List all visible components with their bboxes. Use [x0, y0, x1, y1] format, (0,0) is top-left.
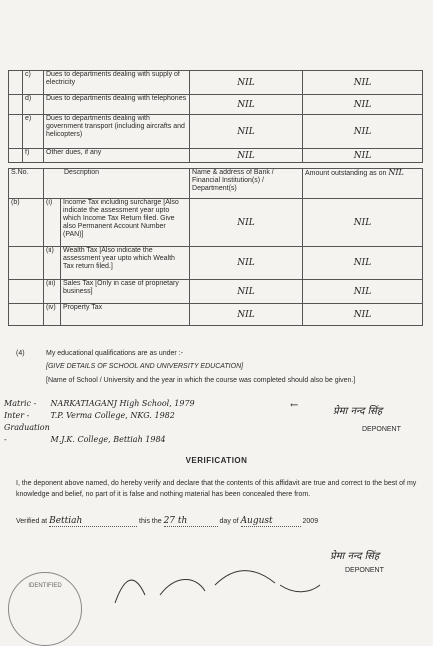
tax-row-income: [9, 199, 423, 247]
verification-signature: प्रेमा नन्द सिंह: [330, 551, 380, 562]
dues-row-e: [9, 115, 423, 149]
verified-month: August: [241, 517, 301, 527]
tax-value: NIL: [303, 280, 423, 304]
tax-row-wealth: [9, 247, 423, 280]
education-deponent: DEPONENT: [362, 426, 401, 433]
header-amount-handwritten: NIL: [388, 168, 404, 177]
dues-desc: Dues to departments dealing with supply of electricity: [44, 71, 190, 95]
verification-heading: VERIFICATION: [185, 456, 248, 465]
education-entries: [4, 398, 244, 446]
dues-row-c: [9, 71, 423, 95]
header-bank: Name & address of Bank / Financial Institution(s) / Department(s): [190, 169, 303, 199]
education-entry: [4, 398, 244, 410]
dues-value: NIL: [190, 95, 303, 115]
tax-value: NIL: [303, 304, 423, 326]
tax-value: NIL: [303, 247, 423, 280]
tax-value: NIL: [190, 280, 303, 304]
education-instruction: [GIVE DETAILS OF SCHOOL AND UNIVERSITY EDUCATION]: [46, 363, 244, 370]
tax-desc: Property Tax: [61, 304, 190, 326]
entry-label: Inter -: [4, 411, 30, 420]
header-description: Description: [44, 169, 190, 199]
entry-detail: NARKATIAGANJ High School, 1979: [50, 399, 195, 408]
dues-letter: e): [23, 115, 44, 149]
tax-desc: Sales Tax [Only in case of proprietary business]: [61, 280, 190, 304]
dues-letter: c): [23, 71, 44, 95]
dash-mark: ←: [290, 400, 299, 411]
tax-num: (iv): [44, 304, 61, 326]
entry-label: Matric -: [4, 399, 37, 408]
header-sno: S.No.: [9, 169, 44, 199]
tax-group-label: (b): [9, 199, 44, 247]
tax-num: (iii): [44, 280, 61, 304]
dues-letter: f): [23, 149, 44, 163]
dues-row-f: [9, 149, 423, 163]
day-label: day of: [219, 518, 239, 525]
tax-num: (ii): [44, 247, 61, 280]
dues-desc: Dues to departments dealing with telephones: [44, 95, 190, 115]
education-signature: प्रेमा नन्द सिंह: [333, 406, 383, 417]
dues-value: NIL: [190, 149, 303, 163]
verified-at-label: Verified at: [16, 518, 48, 525]
education-title: My educational qualifications are as under :-: [46, 350, 183, 357]
tax-value: NIL: [190, 304, 303, 326]
dues-value: NIL: [190, 71, 303, 95]
notary-stamp: [8, 572, 82, 646]
tax-value: NIL: [190, 247, 303, 280]
verified-year: 2009: [302, 518, 319, 525]
entry-detail: M.J.K. College, Bettiah 1984: [50, 435, 166, 444]
dues-table: [8, 70, 423, 163]
education-entry: [4, 422, 244, 446]
tax-header-row: [9, 169, 423, 199]
tax-value: NIL: [190, 199, 303, 247]
education-prompt: [Name of School / University and the year in which the course was completed should also be given.]: [46, 377, 356, 384]
dues-value: NIL: [190, 115, 303, 149]
verified-place: Bettiah: [49, 517, 137, 527]
dues-desc: Other dues, if any: [44, 149, 190, 163]
on-label: this the: [139, 518, 162, 525]
tax-value: NIL: [303, 199, 423, 247]
dues-value: NIL: [303, 95, 423, 115]
dues-row-d: [9, 95, 423, 115]
header-amount-label: Amount outstanding as on: [305, 170, 387, 177]
education-entry: [4, 410, 244, 422]
verification-deponent: DEPONENT: [345, 567, 384, 574]
tax-row-sales: [9, 280, 423, 304]
dues-letter: d): [23, 95, 44, 115]
dues-value: NIL: [303, 149, 423, 163]
education-number: (4): [16, 350, 25, 357]
dues-desc: Dues to departments dealing with government transport (including aircrafts and helicopters): [44, 115, 190, 149]
entry-label: Graduation -: [4, 423, 50, 444]
tax-row-property: [9, 304, 423, 326]
tax-num: (i): [44, 199, 61, 247]
header-amount: [303, 169, 423, 199]
dues-value: NIL: [303, 71, 423, 95]
verified-day: 27 th: [164, 517, 218, 527]
verification-body: I, the deponent above named, do hereby verify and declare that the contents of this affidavit are true and correct to the best of my knowledge and belief, no part of it is false and nothing material has been concealed there from.: [16, 480, 417, 498]
entry-detail: T.P. Verma College, NKG. 1982: [50, 411, 175, 420]
stamp-text: IDENTIFIED: [28, 583, 62, 589]
tax-desc: Income Tax including surcharge [Also indicate the assessment year upto which Income Tax Return filed. Give also Permanent Account Number (PAN)]: [61, 199, 190, 247]
dues-value: NIL: [303, 115, 423, 149]
verified-line: [16, 517, 418, 527]
tax-table: [8, 168, 423, 326]
tax-desc: Wealth Tax [Also indicate the assessment year upto which Wealth Tax return filed.]: [61, 247, 190, 280]
lawyer-signature-icon: [105, 555, 325, 605]
